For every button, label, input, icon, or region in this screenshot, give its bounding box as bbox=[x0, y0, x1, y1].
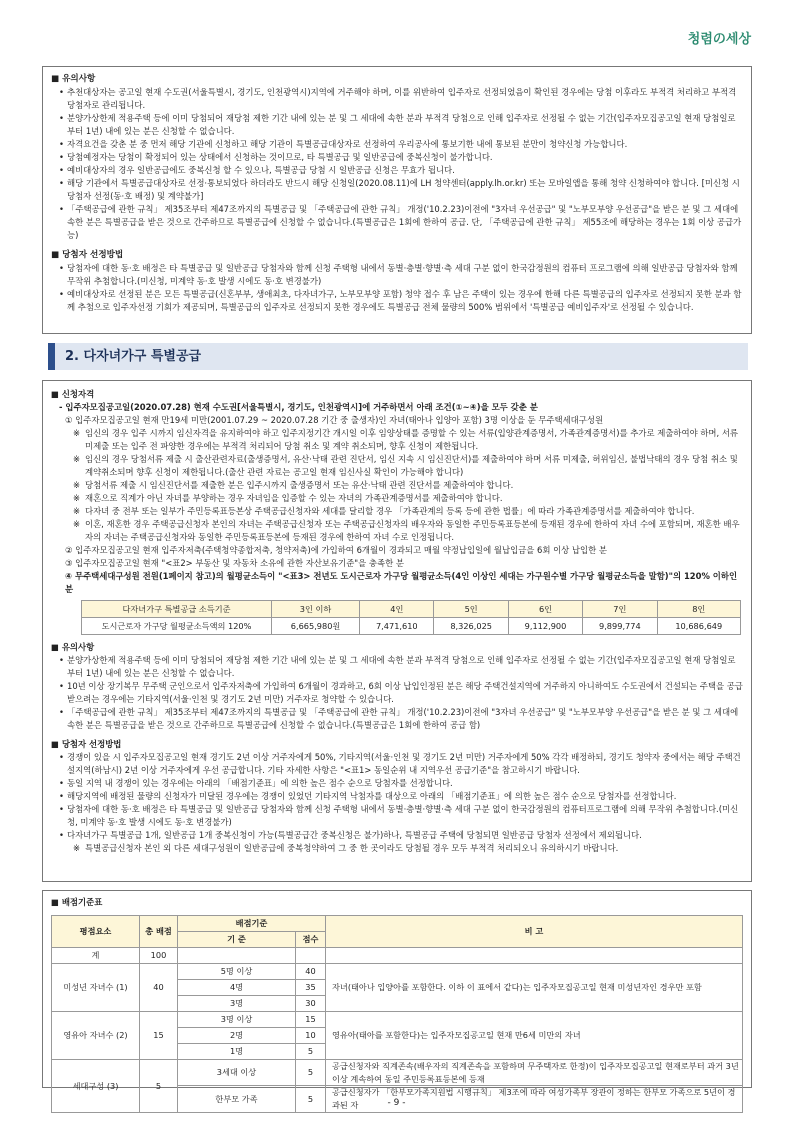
list-item: • 「주택공급에 관한 규칙」 제35조부터 제47조까지의 특별공급 및 「주택공급에 관한 규칙」 개정('10.2.23)이전에 "3자녀 우선공급" 및 "노부모부양 우선공급"을 받은 분 및 그 세대에 속한 분은 특별공급을 받은 것으로 간주하므로 특별공급에 신청할 수 없습니다.(특별공급은 1회에 한하여 공급 함) bbox=[59, 706, 743, 732]
table-cell: 9,112,900 bbox=[508, 618, 582, 635]
condition-3: ③ 입주자모집공고일 현재 "<표2> 부동산 및 자동차 소유에 관한 자산보유기준"을 충족한 분 bbox=[65, 558, 404, 569]
table-cell: 10,686,649 bbox=[657, 618, 740, 635]
list-item: • 당첨자에 대한 동·호 배정은 타 특별공급 및 일반공급 당첨자와 함께 신청 주택형 내에서 동별·층별·향별·측 세대 구분 없이 한국감정원의 컴퓨터 프로그램에 의해 일반공급 당첨자와 함께 무작위 추첨합니다.(미신청, 미계약 동·호 발생 시에도 동·호 변경불가) bbox=[59, 262, 743, 288]
table-cell: 5 bbox=[140, 1060, 178, 1113]
table-cell: 9,899,774 bbox=[583, 618, 657, 635]
table-cell: 40 bbox=[140, 964, 178, 1012]
list-item: • 당첨자에 대한 동·호 배정은 타 특별공급 및 일반공급 당첨자와 함께 신청 주택형 내에서 동별·층별·향별·측 세대 구분 없이 한국감정원의 컴퓨터프로그램에 의해 무작위 추첨합니다.(미신청, 미계약 동·호 발생 시에도 동·호 변경불가) bbox=[59, 803, 743, 829]
list-item: • 다자녀가구 특별공급 1개, 일반공급 1개 중복신청이 가능(특별공급간 중복신청은 불가)하나, 특별공급 주택에 당첨되면 일반공급 당첨자 선정에서 제외됩니다. bbox=[59, 829, 743, 842]
list-item: • 예비대상자로 선정된 분은 모든 특별공급(신혼부부, 생애최초, 다자녀가구, 노부모부양 포함) 청약 접수 후 남은 주택이 있는 경우에 한해 다른 특별공급의 입주자로 선정되지 못한 분과 함께 추첨으로 입주자선정 기회가 제공되며, 특별공급의 입주자로 선정되지 못한 경우에도 특별공급 전체 물량의 500% 범위에서 '특별공급 예비입주자'로 선정될 수 있습니다. bbox=[59, 288, 743, 314]
table-cell: 도시근로자 가구당 월평균소득액의 120% bbox=[82, 618, 272, 635]
table-row bbox=[82, 618, 741, 635]
table-cell: 8,326,025 bbox=[434, 618, 508, 635]
table-cell: 공급신청자와 직계존속(배우자의 직계존속을 포함하며 무주택자로 한정)이 입주자모집공고일 현재로부터 과거 3년 이상 계속하여 동일 주민등록표등본에 등재 bbox=[326, 1060, 743, 1086]
table-cell: 5 bbox=[296, 1044, 326, 1060]
table-cell: 공급신청자가 「한부모가족지원법 시행규칙」 제3조에 따라 여성가족부 장관이 정하는 한부모 가족으로 5년이 경과된 자 bbox=[326, 1086, 743, 1112]
qualification-title: ■ 신청자격 bbox=[51, 388, 743, 401]
table-cell: 한부모 가족 bbox=[178, 1086, 296, 1112]
table-cell: 30 bbox=[296, 996, 326, 1012]
header-total: 총 배점 bbox=[140, 916, 178, 948]
table-cell: 다자녀가구 특별공급 소득기준 bbox=[82, 601, 272, 618]
table-cell: 계 bbox=[52, 948, 140, 964]
income-table bbox=[81, 600, 741, 635]
list-item: • 「주택공급에 관한 규칙」 제35조부터 제47조까지의 특별공급 및 「주택공급에 관한 규칙」 개정('10.2.23)이전에 "3자녀 우선공급" 및 "노부모부양 우선공급"을 받은 분 및 그 세대에 속한 분은 특별공급을 받은 것으로 간주하므로 특별공급에 신청할 수 없습니다.(특별공급은 1회에 한하여 공급. 단, 「주택공급에 관한 규칙」 제55조에 해당하는 경우는 1회 이상 공급가능) bbox=[59, 203, 743, 242]
note-item: ※ 다자녀 중 전부 또는 일부가 주민등록표등본상 주택공급신청자와 세대를 달리할 경우 「가족관계의 등록 등에 관한 법률」에 따라 가족관계증명서를 제출하여야 합니다. bbox=[51, 505, 743, 518]
note-item: ※ 이혼, 재혼한 경우 주택공급신청자 본인의 자녀는 주택공급신청자 또는 주택공급신청자의 배우자와 동일한 주민등록표등본에 등재된 경우에 한하여 자녀 수에 포함되며, 재혼한 배우자의 자녀는 주택공급신청자와 동일한 주민등록표등본에 등재된 경우에 한하여 자녀 수로 인정됩니다. bbox=[51, 518, 743, 544]
table-cell bbox=[326, 948, 743, 964]
table-cell: 6,665,980원 bbox=[272, 618, 360, 635]
header-criteria-sub: 기 준 bbox=[178, 932, 296, 948]
header-score: 점수 bbox=[296, 932, 326, 948]
notice-title: ■ 유의사항 bbox=[51, 73, 743, 86]
table-cell: 4인 bbox=[360, 601, 434, 618]
note-item: ※ 임신의 경우 입주 시까지 임신자격을 유지하여야 하고 입주지정기간 개시일 이후 임양상태를 증명할 수 있는 서류(입양관계증명서, 가족관계증명서)를 추가로 제출하여야 하며, 서류 미제출 또는 입주 전 파양한 경우에는 부적격 처리되어 당첨 취소 및 계약 취소되며, 향후 신청이 제한됩니다. bbox=[51, 427, 743, 453]
table-row bbox=[52, 916, 743, 932]
table-cell: 3명 이상 bbox=[178, 1012, 296, 1028]
header-remark: 비 고 bbox=[326, 916, 743, 948]
condition-1: ① 입주자모집공고일 현재 만19세 미만(2001.07.29 ~ 2020.07.28 기간 중 출생자)인 자녀(태아나 입양아 포함) 3명 이상을 둔 무주택세대구성원 bbox=[65, 415, 604, 426]
header-criteria: 배점기준 bbox=[178, 916, 326, 932]
table-cell: 5명 이상 bbox=[178, 964, 296, 980]
table-cell: 미성년 자녀수 (1) bbox=[52, 964, 140, 1012]
list-item: • 분양가상한제 적용주택 등에 이미 당첨되어 재당첨 제한 기간 내에 있는 분 및 그 세대에 속한 분과 부적격 당첨으로 인해 입주자로 선정될 수 없는 기간(입주자모집공고일 현재 당첨일로부터 1년) 내에 있는 분은 신청할 수 없습니다. bbox=[59, 654, 743, 680]
table-cell: 영유아(태아를 포함한다)는 입주자모집공고일 현재 만6세 미만의 자녀 bbox=[326, 1012, 743, 1060]
list-item: • 자격요건을 갖춘 분 중 먼저 해당 기관에 신청하고 해당 기관이 특별공급대상자로 선정하여 우리공사에 통보기한 내에 통보된 분만이 청약신청 가능합니다. bbox=[59, 138, 743, 151]
notice-list bbox=[51, 654, 743, 732]
table-row bbox=[52, 948, 743, 964]
table-cell: 7인 bbox=[583, 601, 657, 618]
note-item: ※ 재혼으로 직계가 아닌 자녀를 부양하는 경우 자녀임을 입증할 수 있는 자녀의 가족관계증명서를 제출하여야 합니다. bbox=[51, 492, 743, 505]
score-table bbox=[51, 915, 743, 1113]
table-cell: 3세대 이상 bbox=[178, 1060, 296, 1086]
table-cell: 100 bbox=[140, 948, 178, 964]
table-cell: 5인 bbox=[434, 601, 508, 618]
table-cell: 5 bbox=[296, 1086, 326, 1112]
table-cell: 3명 bbox=[178, 996, 296, 1012]
notice-list bbox=[51, 86, 743, 242]
table-cell: 10 bbox=[296, 1028, 326, 1044]
table-row bbox=[82, 601, 741, 618]
section-title: 2. 다자녀가구 특별공급 bbox=[65, 349, 202, 364]
section-header bbox=[48, 343, 748, 370]
notice-title: ■ 유의사항 bbox=[51, 641, 743, 654]
qualification-lead: - 입주자모집공고일(2020.07.28) 현재 수도권[서울특별시, 경기도, 인천광역시]에 거주하면서 아래 조건(①~④)을 모두 갖춘 분 bbox=[51, 401, 743, 414]
header-item: 평점요소 bbox=[52, 916, 140, 948]
table-cell: 7,471,610 bbox=[360, 618, 434, 635]
table-cell: 15 bbox=[140, 1012, 178, 1060]
winner-title: ■ 당첨자 선정방법 bbox=[51, 738, 743, 751]
list-item: • 경쟁이 있을 시 입주자모집공고일 현재 경기도 2년 이상 거주자에게 50%, 기타지역(서울·인천 및 경기도 2년 미만) 거주자에게 50% 각각 배정하되, 경기도 청약자 중에서는 해당 주택건설지역(하남시) 2년 이상 거주자에게 우선 공급합니다. 기타 자세한 사항은 "<표1> 동일순위 내 지역우선 공급기준"을 참고하시기 바랍니다. bbox=[59, 751, 743, 777]
table-cell: 세대구성 (3) bbox=[52, 1060, 140, 1113]
score-box bbox=[42, 890, 752, 1111]
condition-2: ② 입주자모집공고일 현재 입주자저축(주택청약종합저축, 청약저축)에 가입하여 6개월이 경과되고 매월 약정납입일에 월납입금을 6회 이상 납입한 분 bbox=[65, 545, 607, 556]
winner-list bbox=[51, 262, 743, 314]
table-row bbox=[52, 1012, 743, 1028]
table-cell: 4명 bbox=[178, 980, 296, 996]
table-cell: 2명 bbox=[178, 1028, 296, 1044]
list-item: • 10년 이상 장기복무 무주택 군인으로서 입주자저축에 가입하여 6개월이 경과하고, 6회 이상 납입인정된 분은 해당 주택건설지역에 거주하지 아니하여도 수도권에서 건설되는 주택을 공급받으려는 경우에는 기타지역(서울·인천 및 경기도 2년 미만) 거주자로 청약할 수 있습니다. bbox=[59, 680, 743, 706]
list-item: • 당첨예정자는 당첨이 확정되어 있는 상태에서 신청하는 것이므로, 타 특별공급 및 일반공급에 중복신청이 불가합니다. bbox=[59, 151, 743, 164]
logo bbox=[673, 30, 751, 52]
note-item: ※ 임신의 경우 당첨서류 제출 시 출산관련자료(출생증명서, 유산·낙태 관련 진단서, 임신 지속 시 임신진단서)를 제출하여야 하며 서류 미제출, 허위임신, 불법낙태의 경우 당첨 취소 및 계약취소되며 향후 신청이 제한됩니다.(출산 관련 자료는 공고일 현재 임신사실 확인이 가능해야 합니다) bbox=[51, 453, 743, 479]
table-cell: 40 bbox=[296, 964, 326, 980]
list-item: • 동일 지역 내 경쟁이 있는 경우에는 아래의 「배점기준표」에 의한 높은 점수 순으로 당첨자를 선정합니다. bbox=[59, 777, 743, 790]
list-item: • 해당 기관에서 특별공급대상자로 선정·통보되었다 하더라도 반드시 해당 신청일(2020.08.11)에 LH 청약센터(apply.lh.or.kr) 또는 모바일앱을 통해 청약 신청하여야 합니다. [미신청 시 당첨자 선정(동·호 배정) 및 계약불가] bbox=[59, 177, 743, 203]
logo-text: 청렴の세상 bbox=[687, 32, 751, 47]
note-item: ※ 당첨서류 제출 시 임신진단서를 제출한 분은 입주시까지 출생증명서 또는 유산·낙태 관련 진단서를 제출하여야 합니다. bbox=[51, 479, 743, 492]
table-cell bbox=[296, 948, 326, 964]
table-cell: 영유아 자녀수 (2) bbox=[52, 1012, 140, 1060]
score-title: ■ 배점기준표 bbox=[51, 896, 743, 909]
table-cell: 3인 이하 bbox=[272, 601, 360, 618]
page-number: - 9 - bbox=[387, 1098, 406, 1108]
table-row bbox=[52, 1060, 743, 1086]
table-cell: 6인 bbox=[508, 601, 582, 618]
table-cell: 8인 bbox=[657, 601, 740, 618]
list-item: • 해당지역에 배정된 물량의 신청자가 미달된 경우에는 경쟁이 있었던 기타지역 낙첨자를 대상으로 아래의 「배점기준표」에 의한 높은 점수 순으로 당첨자를 선정합니다. bbox=[59, 790, 743, 803]
winner-title: ■ 당첨자 선정방법 bbox=[51, 249, 743, 262]
table-cell: 35 bbox=[296, 980, 326, 996]
table-cell bbox=[178, 948, 296, 964]
winner-list bbox=[51, 751, 743, 842]
table-cell: 1명 bbox=[178, 1044, 296, 1060]
notice-box-1 bbox=[42, 66, 752, 334]
table-cell: 자녀(태아나 입양아를 포함한다. 이하 이 표에서 같다)는 입주자모집공고일 현재 미성년자인 경우만 포함 bbox=[326, 964, 743, 1012]
list-item: • 추천대상자는 공고일 현재 수도권(서울특별시, 경기도, 인천광역시)지역에 거주해야 하며, 이를 위반하여 입주자로 선정되었음이 확인된 경우에는 당첨 이후라도 부적격 처리하고 부적격 당첨자로 관리됩니다. bbox=[59, 86, 743, 112]
final-note: ※ 특별공급신청자 본인 외 다른 세대구성원이 일반공급에 중복청약하여 그 중 한 곳이라도 당첨될 경우 모두 부적격 처리되오니 유의하시기 바랍니다. bbox=[51, 842, 743, 855]
table-row bbox=[52, 964, 743, 980]
notice-box-2 bbox=[42, 380, 752, 882]
list-item: • 분양가상한제 적용주택 등에 이미 당첨되어 재당첨 제한 기간 내에 있는 분 및 그 세대에 속한 분과 부적격 당첨으로 인해 입주자로 선정될 수 없는 기간(입주자모집공고일 현재 당첨일로부터 1년) 내에 있는 분은 신청할 수 없습니다. bbox=[59, 112, 743, 138]
table-cell: 15 bbox=[296, 1012, 326, 1028]
list-item: • 예비대상자의 경우 일반공급에도 중복신청 할 수 있으나, 특별공급 당첨 시 일반공급 신청은 무효가 됩니다. bbox=[59, 164, 743, 177]
table-cell: 5 bbox=[296, 1060, 326, 1086]
condition-4: ④ 무주택세대구성원 전원(1페이지 참고)의 월평균소득이 "<표3> 전년도 도시근로자 가구당 월평균소득(4인 이상인 세대는 가구원수별 가구당 월평균소득을 말함)"의 120% 이하인 분 bbox=[65, 571, 738, 595]
